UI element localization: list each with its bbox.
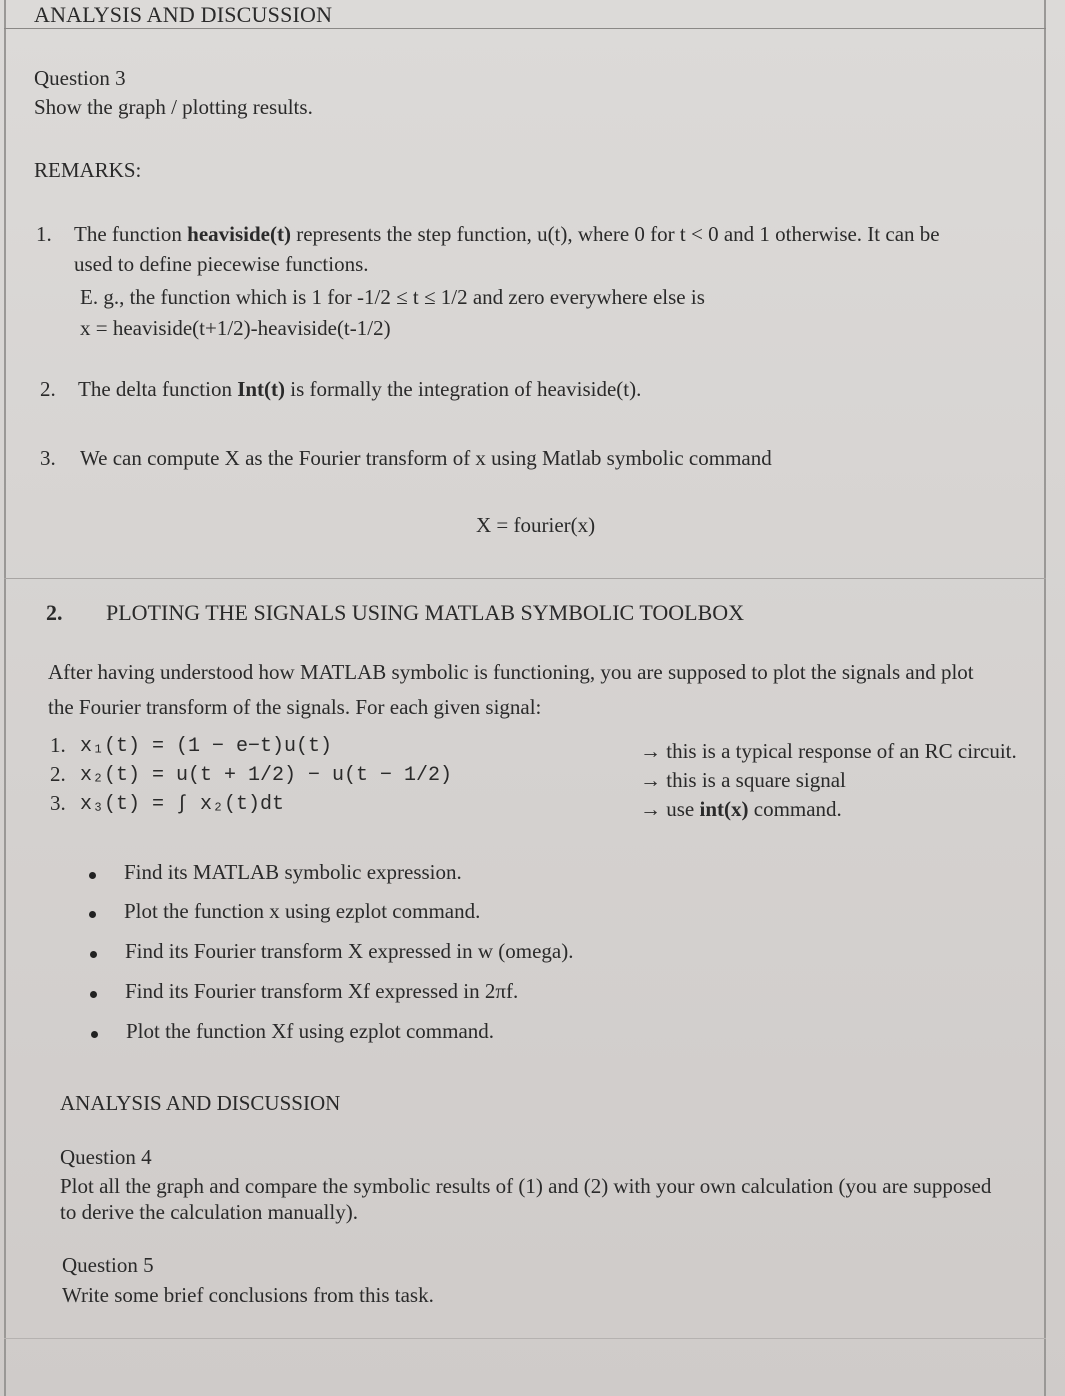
question-4-heading: Question 4	[60, 1145, 152, 1169]
bullet-dot	[91, 1031, 98, 1038]
remarks-heading: REMARKS:	[34, 158, 142, 182]
remark-3-number: 3.	[40, 446, 56, 470]
signal-3-note	[640, 797, 842, 822]
bullet-item-3: Find its Fourier transform X expressed in w (omega).	[125, 939, 574, 963]
remark-2-line	[78, 377, 641, 402]
remark-2-code: Int(t)	[237, 377, 286, 401]
question-3-text: Show the graph / plotting results.	[34, 95, 313, 119]
bottom-divider	[4, 1338, 1046, 1339]
question-3-heading: Question 3	[34, 66, 126, 90]
question-4-line-2: to derive the calculation manually).	[60, 1200, 358, 1224]
signal-1-expression: x₁(t) = (1 − e−t)u(t)	[80, 735, 333, 758]
section-2-intro-line-2: the Fourier transform of the signals. For each given signal:	[48, 695, 542, 719]
left-border	[4, 0, 6, 1396]
bullet-dot	[89, 872, 96, 879]
bullet-item-2: Plot the function x using ezplot command.	[124, 899, 481, 923]
signal-1-number: 1.	[50, 733, 66, 757]
signal-3-expression: x₃(t) = ∫ x₂(t)dt	[80, 793, 285, 816]
signal-3-number: 3.	[50, 791, 66, 815]
section-2-intro-line-1: After having understood how MATLAB symbolic is functioning, you are supposed to plot the signals and plot	[48, 660, 974, 684]
bullet-item-5: Plot the function Xf using ezplot command.	[126, 1019, 495, 1043]
bullet-dot	[90, 951, 97, 958]
remark-3-text: We can compute X as the Fourier transform of x using Matlab symbolic command	[80, 446, 772, 470]
remark-1-line-3: E. g., the function which is 1 for -1/2 ≤ t ≤ 1/2 and zero everywhere else is	[80, 285, 705, 309]
remark-1-text-b: represents the step function, u(t), where 0 for t < 0 and 1 otherwise. It can be	[290, 222, 940, 246]
remark-1-line-1	[74, 222, 940, 247]
top-border	[4, 28, 1046, 29]
bullet-item-1: Find its MATLAB symbolic expression.	[124, 860, 462, 884]
remark-1-number: 1.	[36, 222, 52, 246]
remark-1-text-a: The function	[74, 222, 188, 246]
bullet-dot	[89, 911, 96, 918]
signal-2-number: 2.	[50, 762, 66, 786]
remark-2-number: 2.	[40, 377, 56, 401]
signal-2-expression: x₂(t) = u(t + 1/2) − u(t − 1/2)	[80, 764, 453, 787]
section-title-analysis: ANALYSIS AND DISCUSSION	[34, 2, 333, 27]
signal-3-note-code: int(x)	[699, 797, 749, 821]
bullet-item-4: Find its Fourier transform Xf expressed in 2πf.	[125, 979, 519, 1003]
section-2-number: 2.	[46, 600, 63, 625]
section-2-title: PLOTING THE SIGNALS USING MATLAB SYMBOLIC TOOLBOX	[106, 600, 745, 625]
signal-2-note: → this is a square signal	[640, 768, 846, 792]
question-5-heading: Question 5	[62, 1253, 154, 1277]
question-5-text: Write some brief conclusions from this task.	[62, 1283, 434, 1307]
right-border	[1044, 0, 1046, 1396]
remark-2-text-a: The delta function	[78, 377, 238, 401]
remark-1-line-4: x = heaviside(t+1/2)-heaviside(t-1/2)	[80, 316, 391, 340]
signal-3-note-a: → use	[640, 797, 700, 821]
section-divider	[4, 578, 1046, 579]
bullet-dot	[90, 991, 97, 998]
signal-1-note: → this is a typical response of an RC circuit.	[640, 739, 1017, 763]
remark-1-line-2: used to define piecewise functions.	[74, 252, 369, 276]
remark-2-text-b: is formally the integration of heaviside(t).	[285, 377, 642, 401]
remark-1-code: heaviside(t)	[187, 222, 291, 246]
section-title-analysis-2: ANALYSIS AND DISCUSSION	[60, 1091, 341, 1115]
signal-3-note-b: command.	[748, 797, 842, 821]
question-4-line-1: Plot all the graph and compare the symbolic results of (1) and (2) with your own calculation (you are supposed	[60, 1174, 992, 1198]
remark-3-formula: X = fourier(x)	[476, 513, 596, 537]
